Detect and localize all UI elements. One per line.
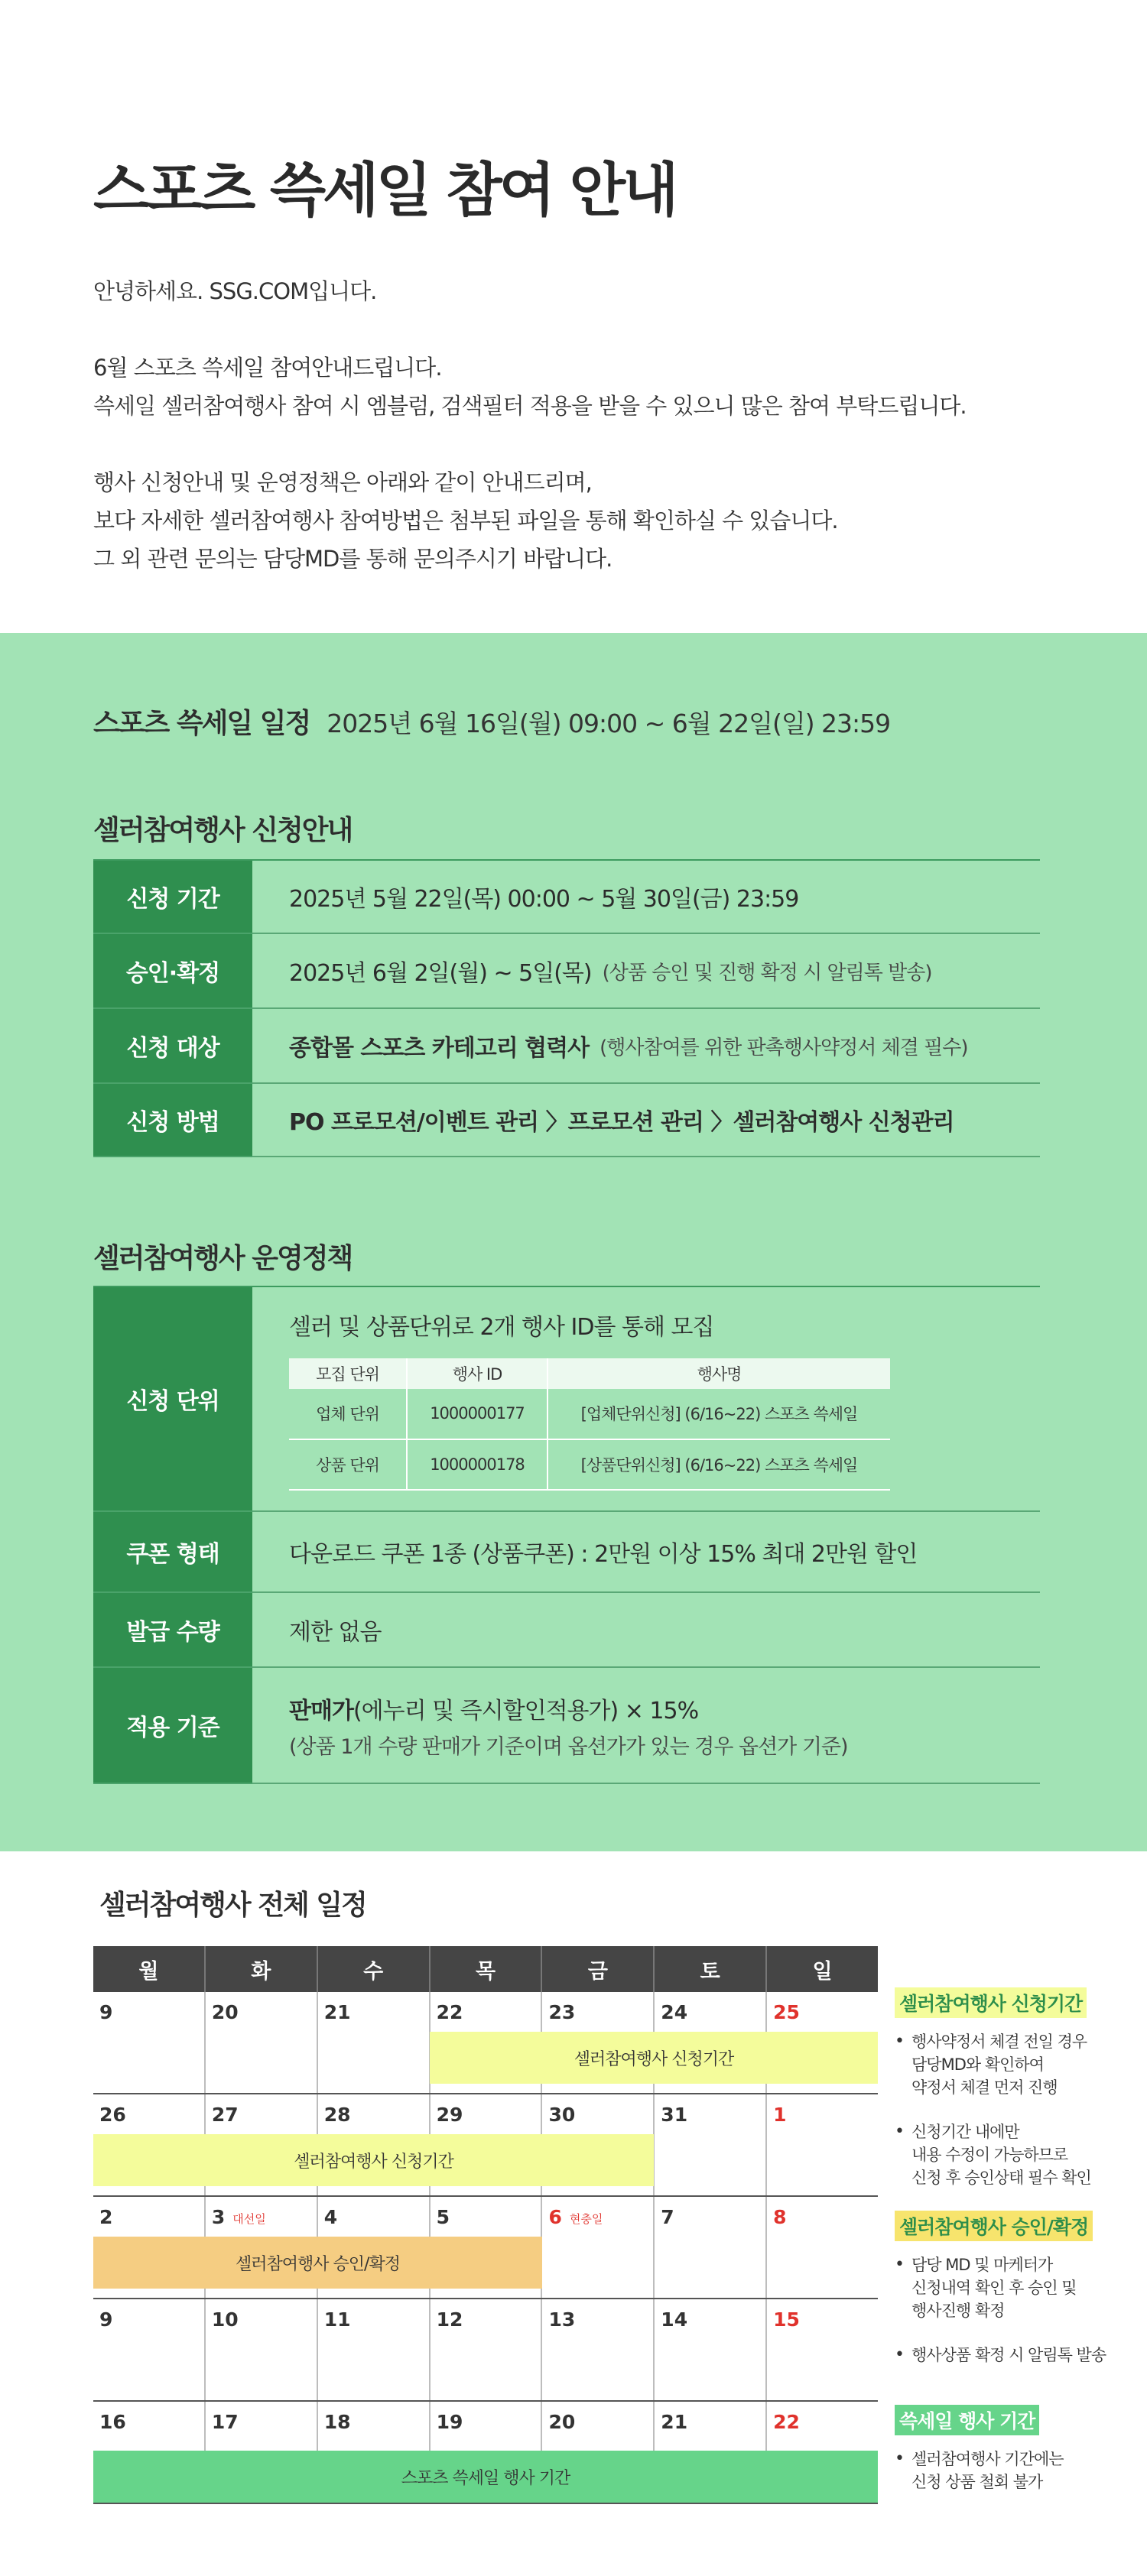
day-cell: 9 [99,2308,113,2331]
day-cell: 30 [541,2094,653,2195]
day-cell: 18 [317,2402,429,2503]
table-row [289,1389,890,1439]
weekday: 목 [429,1946,541,1992]
intro-line: 6월 스포츠 쓱세일 참여안내드립니다. [93,355,442,381]
weekday: 일 [765,1946,878,1992]
policy-row-basis [93,1668,1040,1784]
schedule-heading [93,702,890,741]
day-cell: 29 [429,2094,541,2195]
table-row [289,1439,890,1490]
day-cell: 24 [653,1992,765,2093]
holiday-label: 대선일 [232,2211,266,2226]
period-bar-event: 스포츠 쓱세일 행사 기간 [93,2451,878,2503]
day-cell: 23 [541,1992,653,2093]
day-cell: 31 [653,2094,765,2195]
day-cell-sunday: 8 [765,2197,878,2298]
day-cell: 20 [204,1992,317,2093]
row-value [252,1668,1040,1783]
day-cell: 21 [317,1992,429,2093]
policy-row-coupon [93,1512,1040,1593]
side-tag-event: 쓱세일 행사 기간 [895,2405,1039,2435]
row-label: 신청 대상 [93,1009,252,1084]
policy-heading: 셀러참여행사 운영정책 [93,1243,353,1274]
day-cell: 19 [429,2402,541,2503]
weekday: 토 [653,1946,765,1992]
day-cell: 16 [99,2411,126,2433]
apply-row [93,1084,1040,1157]
day-cell: 9 [99,2001,113,2023]
calendar-header [93,1946,878,1992]
intro-line: 쓱세일 셀러참여행사 참여 시 엠블럼, 검색필터 적용을 받을 수 있으니 많은 참여 부탁드립니다. [93,393,967,419]
calendar-week [93,2197,878,2299]
weekday: 화 [204,1946,317,1992]
row-note: (상품 승인 및 진행 확정 시 알림톡 발송) [602,961,932,985]
apply-heading: 셀러참여행사 신청안내 [93,815,353,846]
weekday: 금 [541,1946,653,1992]
table-cell: [업체단위신청] (6/16~22) 스포츠 쓱세일 [548,1389,890,1439]
day-cell: 20 [541,2402,653,2503]
row-value [252,1287,1040,1510]
weekday: 수 [317,1946,429,1992]
side-note-apply [895,1987,1138,2211]
schedule-label: 스포츠 쓱세일 일정 [93,708,310,739]
intro-section [0,0,1147,633]
row-value: 제한 없음 [289,1619,382,1646]
day-cell-sunday: 15 [765,2299,878,2400]
row-value: 2025년 6월 2일(월) ~ 5일(목) (상품 승인 및 진행 확정 시 알림톡 발송) [252,934,1040,1007]
row-label: 신청 기간 [93,861,252,934]
day-cell-sunday: 22 [765,2402,878,2503]
apply-row [93,934,1040,1009]
day-cell: 17 [204,2402,317,2503]
row-label: 발급 수량 [93,1593,252,1668]
table-cell: 업체 단위 [289,1389,407,1439]
apply-row [93,861,1040,934]
policy-row-qty [93,1593,1040,1668]
intro-line: 행사 신청안내 및 운영정책은 아래와 같이 안내드리며, [93,469,592,495]
row-label: 승인·확정 [93,934,252,1009]
side-note-item: • 셀러참여행사 기간에는 신청 상품 철회 불가 [895,2448,1138,2493]
day-cell: 28 [317,2094,429,2195]
apply-row [93,1009,1040,1084]
day-cell: 13 [541,2299,653,2400]
day-cell: 26 [99,2104,126,2126]
intro-body [93,272,967,578]
greeting-text: 안녕하세요. SSG.COM입니다. [93,278,377,304]
basis-strong: 판매가 [289,1697,353,1724]
day-cell: 2 [99,2206,113,2228]
basis-rest: (에누리 및 즉시할인적용가) × 15% [353,1697,699,1724]
apply-table [93,859,1040,1157]
event-id-table [289,1358,890,1491]
side-tag-apply: 셀러참여행사 신청기간 [895,1987,1087,2018]
row-note: (행사참여를 위한 판촉행사약정서 체결 필수) [599,1036,968,1059]
row-value: PO 프로모션/이벤트 관리 〉프로모션 관리 〉셀러참여행사 신청관리 [289,1109,954,1136]
row-label: 신청 단위 [93,1287,252,1512]
day-cell: 21 [653,2402,765,2503]
day-cell: 12 [429,2299,541,2400]
side-note-item: • 행사상품 확정 시 알림톡 발송 [895,2344,1138,2367]
day-cell: 4 [317,2197,429,2298]
day-cell-sunday: 25 [765,1992,878,2093]
weekday: 월 [138,1959,159,1984]
day-cell-holiday: 6 현충일 [541,2197,653,2298]
intro-line: 보다 자세한 셀러참여행사 참여방법은 첨부된 파일을 통해 확인하실 수 있습니다. [93,508,838,534]
side-note-approve [895,2211,1138,2388]
day-cell: 7 [653,2197,765,2298]
calendar-week [93,2094,878,2197]
row-value: 2025년 5월 22일(목) 00:00 ~ 5월 30일(금) 23:59 [289,886,799,913]
day-cell-sunday: 1 [765,2094,878,2195]
policy-table [93,1286,1040,1784]
schedule-date: 2025년 6월 16일(월) 09:00 ~ 6월 22일(일) 23:59 [327,709,891,738]
table-header: 행사명 [548,1358,890,1389]
calendar-week [93,2402,878,2504]
table-cell: [상품단위신청] (6/16~22) 스포츠 쓱세일 [548,1439,890,1490]
table-header: 행사 ID [407,1358,548,1389]
intro-line: 그 외 관련 문의는 담당MD를 통해 문의주시기 바랍니다. [93,546,612,572]
table-cell: 상품 단위 [289,1439,407,1490]
day-cell: 3 대선일 [204,2197,317,2298]
period-bar-apply: 셀러참여행사 신청기간 [430,2032,878,2084]
period-bar-apply: 셀러참여행사 신청기간 [93,2134,654,2186]
basis-note: (상품 1개 수량 판매가 기준이며 옵션가가 있는 경우 옵션가 기준) [289,1734,848,1759]
info-section [0,633,1147,1851]
row-value: 다운로드 쿠폰 1종 (상품쿠폰) : 2만원 이상 15% 최대 2만원 할인 [289,1541,918,1568]
side-note-item: • 담당 MD 및 마케터가 신청내역 확인 후 승인 및 행사진행 확정 [895,2253,1138,2322]
side-note-event [895,2405,1138,2515]
row-label: 쿠폰 형태 [93,1512,252,1593]
row-label: 신청 방법 [93,1084,252,1157]
period-bar-approve: 셀러참여행사 승인/확정 [93,2237,542,2289]
table-header: 모집 단위 [289,1358,407,1389]
policy-row-unit [93,1287,1040,1512]
calendar [93,1946,878,2504]
page-title: 스포츠 쓱세일 참여 안내 [93,156,676,224]
row-label: 적용 기준 [93,1668,252,1784]
day-cell: 14 [653,2299,765,2400]
day-cell: 10 [204,2299,317,2400]
table-cell: 1000000177 [407,1389,548,1439]
side-tag-approve: 셀러참여행사 승인/확정 [895,2211,1093,2241]
row-value: 종합몰 스포츠 카테고리 협력사 (행사참여를 위한 판촉행사약정서 체결 필수) [252,1009,1040,1082]
day-cell: 11 [317,2299,429,2400]
day-cell: 22 [429,1992,541,2093]
calendar-week [93,2299,878,2402]
day-cell: 27 [204,2094,317,2195]
calendar-week [93,1992,878,2094]
side-note-item: • 행사약정서 체결 전일 경우 담당MD와 확인하여 약정서 체결 먼저 진행 [895,2030,1138,2099]
side-note-item: • 신청기간 내에만 내용 수정이 가능하므로 신청 후 승인상태 필수 확인 [895,2120,1138,2189]
table-cell: 1000000178 [407,1439,548,1490]
calendar-heading: 셀러참여행사 전체 일정 [99,1890,366,1921]
unit-desc: 셀러 및 상품단위로 2개 행사 ID를 통해 모집 [289,1313,714,1341]
holiday-label: 현충일 [569,2211,603,2226]
day-cell: 5 [429,2197,541,2298]
